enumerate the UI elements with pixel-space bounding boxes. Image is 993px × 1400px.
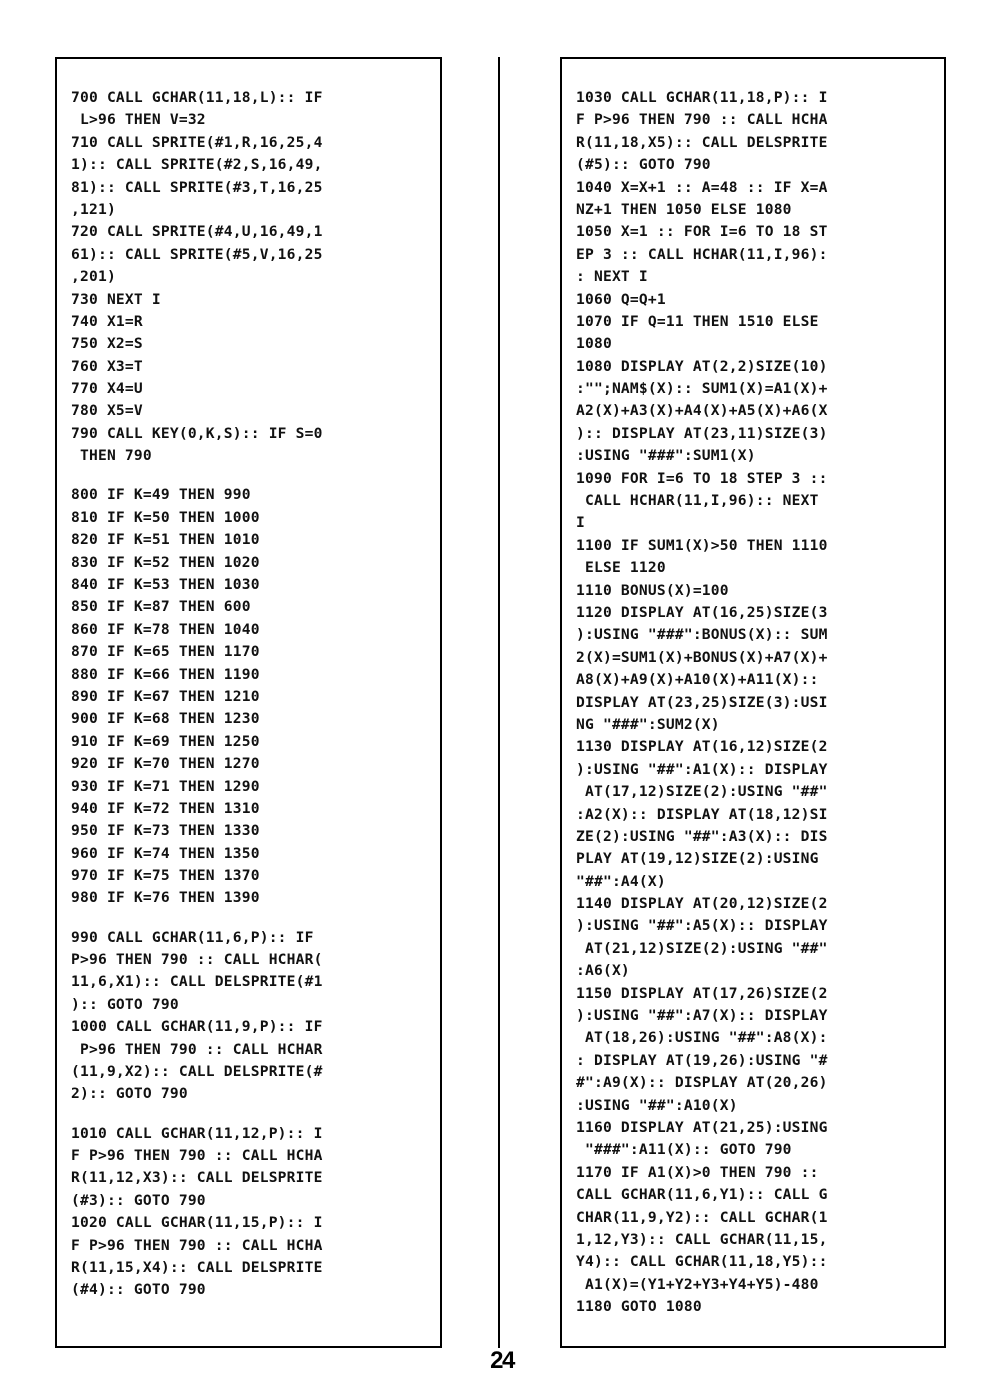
code-line: 1020 CALL GCHAR(11,15,P):: I <box>71 1214 323 1232</box>
code-line: F P>96 THEN 790 :: CALL HCHA <box>71 1236 323 1254</box>
right-code-column <box>560 57 946 1348</box>
code-line: 780 X5=V <box>71 402 143 420</box>
blank-line <box>71 468 429 485</box>
code-line: 1160 DISPLAY AT(21,25):USING <box>576 1118 828 1136</box>
code-line: ):USING "###":BONUS(X):: SUM <box>576 626 828 644</box>
blank-line <box>71 1106 429 1123</box>
code-line: 940 IF K=72 THEN 1310 <box>71 799 260 817</box>
code-line: 1070 IF Q=11 THEN 1510 ELSE <box>576 312 819 330</box>
code-line: 1):: CALL SPRITE(#2,S,16,49, <box>71 156 323 174</box>
code-line: 11,6,X1):: CALL DELSPRITE(#1 <box>71 973 323 991</box>
code-line: 910 IF K=69 THEN 1250 <box>71 732 260 750</box>
code-line: CALL GCHAR(11,6,Y1):: CALL G <box>576 1186 828 1204</box>
code-line: PLAY AT(19,12)SIZE(2):USING <box>576 850 819 868</box>
code-line: :USING "###":SUM1(X) <box>576 447 756 465</box>
code-line: :"";NAM$(X):: SUM1(X)=A1(X)+ <box>576 380 828 398</box>
code-line: 990 CALL GCHAR(11,6,P):: IF <box>71 928 314 946</box>
code-line: 1140 DISPLAY AT(20,12)SIZE(2 <box>576 895 828 913</box>
code-line: 730 NEXT I <box>71 290 161 308</box>
code-line: 820 IF K=51 THEN 1010 <box>71 531 260 549</box>
code-line: 1130 DISPLAY AT(16,12)SIZE(2 <box>576 738 828 756</box>
code-line: 830 IF K=52 THEN 1020 <box>71 553 260 571</box>
code-line: :A2(X):: DISPLAY AT(18,12)SI <box>576 805 828 823</box>
code-line: :USING "##":A10(X) <box>576 1096 738 1114</box>
code-line: 1040 X=X+1 :: A=48 :: IF X=A <box>576 178 828 196</box>
code-line: ):USING "##":A7(X):: DISPLAY <box>576 1007 828 1025</box>
code-line: 860 IF K=78 THEN 1040 <box>71 620 260 638</box>
code-line: :A6(X) <box>576 962 630 980</box>
code-line: 700 CALL GCHAR(11,18,L):: IF <box>71 89 323 106</box>
code-line: 760 X3=T <box>71 357 143 375</box>
code-line: ZE(2):USING "##":A3(X):: DIS <box>576 827 828 845</box>
code-line: 2):: GOTO 790 <box>71 1085 188 1103</box>
code-line: 1170 IF A1(X)>0 THEN 790 :: <box>576 1163 819 1181</box>
code-line: R(11,15,X4):: CALL DELSPRITE <box>71 1258 323 1276</box>
left-code-column <box>55 57 442 1348</box>
code-line: 1010 CALL GCHAR(11,12,P):: I <box>71 1124 323 1142</box>
code-line: L>96 THEN V=32 <box>71 111 206 129</box>
code-line: 930 IF K=71 THEN 1290 <box>71 777 260 795</box>
code-line: (#4):: GOTO 790 <box>71 1281 206 1299</box>
code-line: 720 CALL SPRITE(#4,U,16,49,1 <box>71 223 323 241</box>
code-line: 810 IF K=50 THEN 1000 <box>71 508 260 526</box>
code-line: I <box>576 514 585 532</box>
code-line: R(11,18,X5):: CALL DELSPRITE <box>576 133 828 151</box>
code-line: 970 IF K=75 THEN 1370 <box>71 867 260 885</box>
code-line: 1000 CALL GCHAR(11,9,P):: IF <box>71 1018 323 1036</box>
code-line: 1,12,Y3):: CALL GCHAR(11,15, <box>576 1230 828 1248</box>
code-line: DISPLAY AT(23,25)SIZE(3):USI <box>576 693 828 711</box>
code-line: (11,9,X2):: CALL DELSPRITE(# <box>71 1063 323 1080</box>
left-code-lines <box>71 87 429 1302</box>
code-line: 950 IF K=73 THEN 1330 <box>71 822 260 840</box>
code-line: 61):: CALL SPRITE(#5,V,16,25 <box>71 245 323 263</box>
code-line: "###":A11(X):: GOTO 790 <box>576 1141 792 1159</box>
code-line: 750 X2=S <box>71 335 143 353</box>
code-line: (#5):: GOTO 790 <box>576 156 711 174</box>
code-line: NG "###":SUM2(X) <box>576 715 720 733</box>
code-line: ):USING "##":A5(X):: DISPLAY <box>576 917 828 935</box>
code-line: F P>96 THEN 790 :: CALL HCHA <box>71 1146 323 1164</box>
code-line: : DISPLAY AT(19,26):USING "# <box>576 1051 828 1069</box>
code-line: 1100 IF SUM1(X)>50 THEN 1110 <box>576 536 828 554</box>
code-line: 980 IF K=76 THEN 1390 <box>71 889 260 907</box>
code-line: ):: GOTO 790 <box>71 995 179 1013</box>
code-line: : NEXT I <box>576 268 648 286</box>
code-line: 81):: CALL SPRITE(#3,T,16,25 <box>71 178 323 196</box>
code-line: A1(X)=(Y1+Y2+Y3+Y4+Y5)-480 <box>576 1275 819 1293</box>
code-line: ELSE 1120 <box>576 559 666 577</box>
code-line: CALL HCHAR(11,I,96):: NEXT <box>576 492 819 510</box>
code-line: 960 IF K=74 THEN 1350 <box>71 844 260 862</box>
code-line: 2(X)=SUM1(X)+BONUS(X)+A7(X)+ <box>576 648 828 666</box>
code-line: 1080 <box>576 335 612 353</box>
code-line: 1150 DISPLAY AT(17,26)SIZE(2 <box>576 984 828 1002</box>
blank-line <box>71 910 429 927</box>
page-number: 24 <box>490 1347 514 1374</box>
code-line: 710 CALL SPRITE(#1,R,16,25,4 <box>71 133 323 151</box>
code-line: CHAR(11,9,Y2):: CALL GCHAR(1 <box>576 1208 828 1226</box>
code-line: (#3):: GOTO 790 <box>71 1191 206 1209</box>
code-line: AT(21,12)SIZE(2):USING "##" <box>576 939 828 957</box>
code-line: 1110 BONUS(X)=100 <box>576 581 729 599</box>
code-line: AT(17,12)SIZE(2):USING "##" <box>576 783 828 801</box>
code-line: A8(X)+A9(X)+A10(X)+A11(X):: <box>576 671 819 689</box>
code-line: 890 IF K=67 THEN 1210 <box>71 687 260 705</box>
code-line: Y4):: CALL GCHAR(11,18,Y5):: <box>576 1253 828 1271</box>
code-line: NZ+1 THEN 1050 ELSE 1080 <box>576 200 792 218</box>
code-line: 1090 FOR I=6 TO 18 STEP 3 :: <box>576 469 828 487</box>
code-line: 1050 X=1 :: FOR I=6 TO 18 ST <box>576 223 828 241</box>
code-line: 1060 Q=Q+1 <box>576 290 666 308</box>
code-line: 920 IF K=70 THEN 1270 <box>71 755 260 773</box>
code-line: 900 IF K=68 THEN 1230 <box>71 710 260 728</box>
code-line: ,201) <box>71 268 116 286</box>
code-line: AT(18,26):USING "##":A8(X): <box>576 1029 828 1047</box>
code-line: THEN 790 <box>71 447 152 465</box>
code-line: R(11,12,X3):: CALL DELSPRITE <box>71 1169 323 1187</box>
code-line: 1120 DISPLAY AT(16,25)SIZE(3 <box>576 603 828 621</box>
code-line: #":A9(X):: DISPLAY AT(20,26) <box>576 1074 828 1092</box>
code-line: F P>96 THEN 790 :: CALL HCHA <box>576 111 828 129</box>
right-code-lines <box>576 87 934 1318</box>
code-line: ,121) <box>71 200 116 218</box>
code-line: EP 3 :: CALL HCHAR(11,I,96): <box>576 245 828 263</box>
code-line: 880 IF K=66 THEN 1190 <box>71 665 260 683</box>
code-line: ):USING "##":A1(X):: DISPLAY <box>576 760 828 778</box>
code-line: 790 CALL KEY(0,K,S):: IF S=0 <box>71 424 323 442</box>
code-line: 870 IF K=65 THEN 1170 <box>71 643 260 661</box>
code-line: 1030 CALL GCHAR(11,18,P):: I <box>576 89 828 106</box>
column-divider <box>498 57 500 1348</box>
code-line: 740 X1=R <box>71 312 143 330</box>
code-line: "##":A4(X) <box>576 872 666 890</box>
code-line: 770 X4=U <box>71 380 143 398</box>
code-line: P>96 THEN 790 :: CALL HCHAR( <box>71 951 323 969</box>
code-line: P>96 THEN 790 :: CALL HCHAR <box>71 1040 323 1058</box>
code-line: 1080 DISPLAY AT(2,2)SIZE(10) <box>576 357 828 375</box>
code-line: 840 IF K=53 THEN 1030 <box>71 576 260 593</box>
code-line: 800 IF K=49 THEN 990 <box>71 486 251 504</box>
code-line: 1180 GOTO 1080 <box>576 1298 702 1316</box>
code-line: A2(X)+A3(X)+A4(X)+A5(X)+A6(X <box>576 402 828 420</box>
code-line: ):: DISPLAY AT(23,11)SIZE(3) <box>576 424 828 442</box>
code-line: 850 IF K=87 THEN 600 <box>71 598 251 616</box>
